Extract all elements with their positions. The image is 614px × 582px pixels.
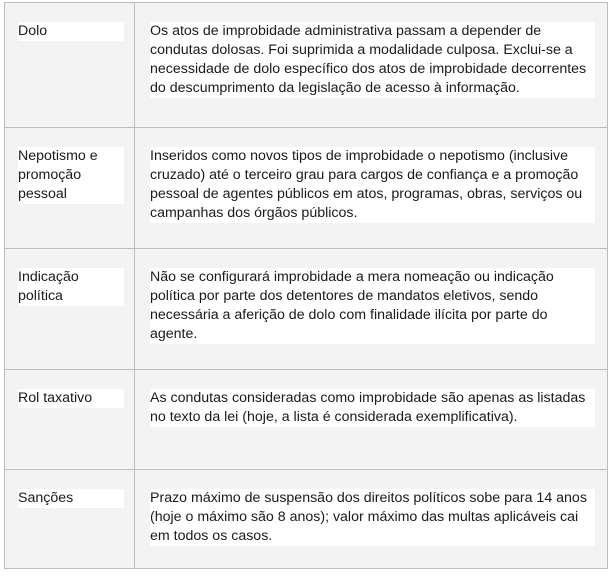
topic-label: Dolo — [18, 22, 124, 41]
description-text: Não se configurará improbidade a mera nomeação ou indicação política por parte dos detentores de mandatos eletivos, sendo necessária a aferição de dolo com finalidade ilícita por parte do agente. — [150, 268, 595, 344]
description-cell — [135, 470, 608, 569]
table-row — [5, 3, 608, 128]
topic-label: Nepotismo e promoção pessoal — [18, 147, 124, 204]
topic-label: Indicação política — [18, 268, 124, 306]
description-cell — [135, 249, 608, 370]
description-text: Os atos de improbidade administrativa passam a depender de condutas dolosas. Foi suprimida a modalidade culposa. Exclui-se a necessidade de dolo específico dos atos de improbidade decorrentes do descumprimento da legislação de acesso à informação. — [150, 22, 595, 98]
description-cell — [135, 128, 608, 249]
table-row — [5, 370, 608, 470]
topic-cell — [5, 470, 135, 569]
table-row — [5, 470, 608, 569]
topic-cell — [5, 128, 135, 249]
topic-label: Sanções — [18, 489, 124, 508]
table-row — [5, 249, 608, 370]
table-row — [5, 128, 608, 249]
law-changes-table — [4, 2, 608, 569]
description-cell — [135, 3, 608, 128]
topic-label: Rol taxativo — [18, 389, 124, 408]
description-text: As condutas consideradas como improbidade são apenas as listadas no texto da lei (hoje, a lista é considerada exemplificativa). — [150, 389, 595, 427]
description-text: Inseridos como novos tipos de improbidade o nepotismo (inclusive cruzado) até o terceiro grau para cargos de confiança e a promoção pessoal de agentes públicos em atos, programas, obras, serviços ou campanhas dos órgãos públicos. — [150, 147, 595, 223]
description-cell — [135, 370, 608, 470]
topic-cell — [5, 249, 135, 370]
description-text: Prazo máximo de suspensão dos direitos políticos sobe para 14 anos (hoje o máximo são 8 anos); valor máximo das multas aplicáveis cai em todos os casos. — [150, 489, 595, 546]
topic-cell — [5, 3, 135, 128]
topic-cell — [5, 370, 135, 470]
